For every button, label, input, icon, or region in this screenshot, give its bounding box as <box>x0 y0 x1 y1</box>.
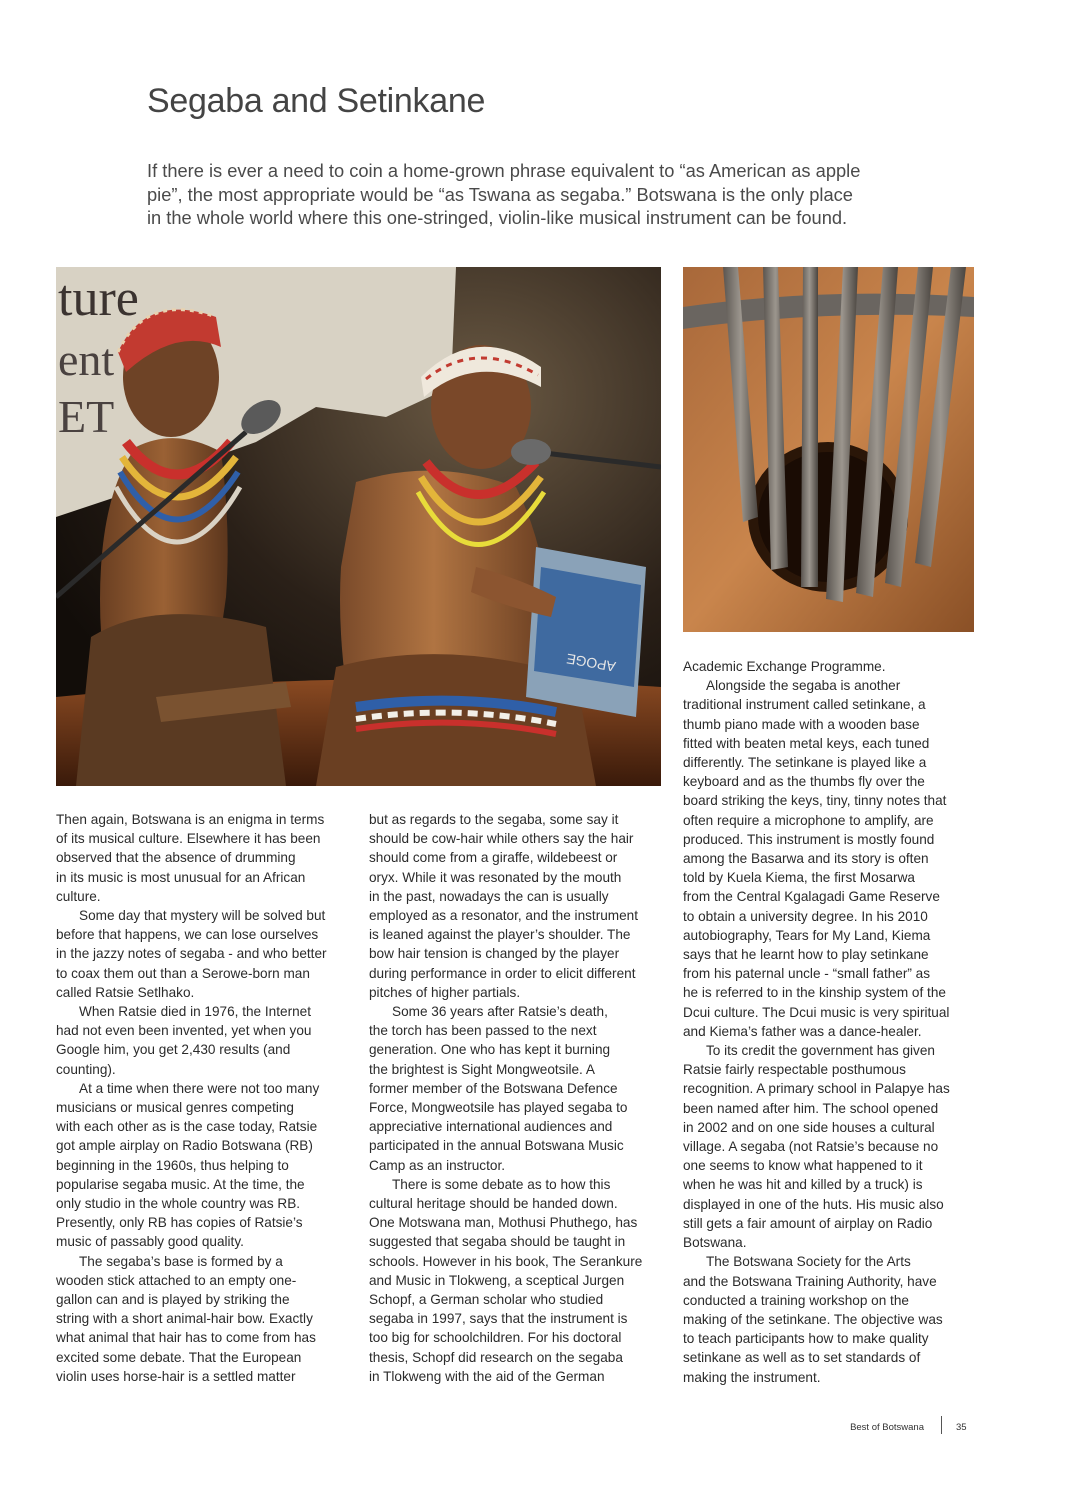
text-line: and the Botswana Training Authority, have <box>683 1273 937 1289</box>
text-line: employed as a resonator, and the instrument <box>369 908 639 924</box>
text-line: Alongside the segaba is another <box>706 678 901 694</box>
text-line: violin uses horse-hair is a settled matter <box>56 1368 296 1384</box>
text-line: Force, Mongweotsile has played segaba to <box>369 1100 628 1116</box>
text-line: in the jazzy notes of segaba - and who better <box>56 946 327 962</box>
text-line: music of passably good quality. <box>56 1234 244 1250</box>
publication-name: Best of Botswana <box>850 1422 924 1433</box>
text-line: excited some debate. That the European <box>56 1349 302 1365</box>
text-line: called Ratsie Setlhako. <box>56 984 195 1000</box>
text-line: making of the setinkane. The objective was <box>683 1311 943 1327</box>
text-line: string with a short animal-hair bow. Exactly <box>56 1311 313 1327</box>
text-line: Ratsie fairly respectable posthumous <box>683 1062 906 1078</box>
intro-line: pie”, the most appropriate would be “as Tswana as segaba.” Botswana is the only place <box>147 183 853 205</box>
text-line: and Kiema’s father was a dance-healer. <box>683 1023 922 1039</box>
setinkane-illustration <box>683 267 974 632</box>
banner-text: ture <box>58 270 139 327</box>
text-line: popularise segaba music. At the time, the <box>56 1176 305 1192</box>
intro-line: If there is ever a need to coin a home-grown phrase equivalent to “as American as apple <box>147 160 861 181</box>
text-line: with each other as is the case today, Ratsie <box>56 1119 318 1135</box>
article-column-1 <box>56 810 356 1386</box>
text-line: culture. <box>56 888 101 904</box>
performers-illustration <box>56 267 661 786</box>
tin-text: APOGE <box>565 650 617 676</box>
text-line: in 2002 and on one side houses a cultural <box>683 1119 935 1135</box>
text-line: when he was hit and killed by a truck) is <box>683 1177 923 1193</box>
text-line: autobiography, Tears for My Land, Kiema <box>683 927 931 943</box>
text-line: too big for schoolchildren. For his doctoral <box>369 1330 622 1346</box>
text-line: the brightest is Sight Mongweotsile. A <box>369 1061 595 1077</box>
text-line: schools. However in his book, The Serankure <box>369 1253 643 1269</box>
text-line: Schopf, a German scholar who studied <box>369 1292 604 1308</box>
banner-text: ent <box>58 334 115 385</box>
text-line: produced. This instrument is mostly found <box>683 831 935 847</box>
text-line: displayed in one of the huts. His music also <box>683 1196 944 1212</box>
text-line: observed that the absence of drumming <box>56 850 296 866</box>
text-line: cultural heritage should be handed down. <box>369 1196 618 1212</box>
text-line: generation. One who has kept it burning <box>369 1042 611 1058</box>
text-line: Some day that mystery will be solved but <box>79 908 326 924</box>
text-line: says that he learnt how to play setinkane <box>683 947 929 963</box>
text-line: board striking the keys, tiny, tinny notes that <box>683 793 947 809</box>
article-intro <box>147 159 937 230</box>
text-line: thesis, Schopf did research on the segaba <box>369 1349 623 1365</box>
text-line: to coax them out than a Serowe-born man <box>56 965 310 981</box>
text-line: traditional instrument called setinkane, a <box>683 697 926 713</box>
text-line: To its credit the government has given <box>706 1043 935 1059</box>
intro-line: in the whole world where this one-stringed, violin-like musical instrument can be found. <box>147 207 848 228</box>
text-line: conducted a training workshop on the <box>683 1292 909 1308</box>
text-line: before that happens, we can lose ourselves <box>56 927 319 943</box>
text-line: Google him, you get 2,430 results (and <box>56 1042 291 1058</box>
text-line: counting). <box>56 1061 116 1077</box>
text-line: fitted with beaten metal keys, each tuned <box>683 735 930 751</box>
page-number: 35 <box>956 1422 967 1433</box>
text-line: musicians or musical genres competing <box>56 1100 294 1116</box>
text-line: bow hair tension is changed by the player <box>369 946 620 962</box>
text-line: during performance in order to elicit different <box>369 965 636 981</box>
text-line: setinkane as well as to set standards of <box>683 1350 921 1366</box>
text-line: still gets a fair amount of airplay on Radio <box>683 1215 933 1231</box>
text-line: The segaba’s base is formed by a <box>79 1253 283 1269</box>
text-line: Academic Exchange Programme. <box>683 659 886 674</box>
text-line: should be cow-hair while others say the hair <box>369 831 634 847</box>
text-line: Presently, only RB has copies of Ratsie’s <box>56 1215 303 1231</box>
text-line: Botswana. <box>683 1235 747 1251</box>
article-column-2 <box>369 810 669 1386</box>
text-line: When Ratsie died in 1976, the Internet <box>79 1004 311 1020</box>
text-line: making the instrument. <box>683 1369 821 1385</box>
text-line: he is referred to in the kinship system of the <box>683 985 946 1001</box>
text-line: but as regards to the segaba, some say it <box>369 812 619 827</box>
text-line: differently. The setinkane is played like a <box>683 755 927 771</box>
text-line: among the Basarwa and its story is often <box>683 851 929 867</box>
performers-photo <box>56 267 661 786</box>
text-line: the torch has been passed to the next <box>369 1023 597 1039</box>
text-line: told by Kuela Kiema, the first Mosarwa <box>683 870 915 886</box>
text-line: in the past, nowadays the can is usually <box>369 888 609 904</box>
text-line: The Botswana Society for the Arts <box>706 1254 911 1270</box>
text-line: suggested that segaba should be taught in <box>369 1234 626 1250</box>
text-line: Dcui culture. The Dcui music is very spiritual <box>683 1004 950 1020</box>
text-line: to teach participants how to make quality <box>683 1331 929 1347</box>
text-line: of its musical culture. Elsewhere it has been <box>56 831 321 847</box>
text-line: village. A segaba (not Ratsie’s because no <box>683 1139 939 1155</box>
text-line: Camp as an instructor. <box>369 1157 505 1173</box>
text-line: often require a microphone to amplify, are <box>683 812 934 828</box>
text-line: from the Central Kgalagadi Game Reserve <box>683 889 940 905</box>
setinkane-photo <box>683 267 974 632</box>
text-line: is leaned against the player’s shoulder. The <box>369 927 631 943</box>
text-line: what animal that hair has to come from has <box>56 1330 316 1346</box>
text-line: There is some debate as to how this <box>392 1176 611 1192</box>
text-line: One Motswana man, Mothusi Phuthego, has <box>369 1215 638 1231</box>
text-line: to obtain a university degree. In his 2010 <box>683 908 928 924</box>
text-line: segaba in 1997, says that the instrument is <box>369 1311 628 1327</box>
text-line: pitches of higher partials. <box>369 984 521 1000</box>
article-title: Segaba and Setinkane <box>147 82 486 120</box>
text-line: At a time when there were not too many <box>79 1080 320 1096</box>
text-line: Then again, Botswana is an enigma in terms <box>56 812 325 827</box>
text-line: oryx. While it was resonated by the mouth <box>369 869 622 885</box>
text-line: from his paternal uncle - “small father” as <box>683 966 931 982</box>
text-line: appreciative international audiences and <box>369 1119 613 1135</box>
text-line: should come from a giraffe, wildebeest or <box>369 850 618 866</box>
text-line: got ample airplay on Radio Botswana (RB) <box>56 1138 313 1154</box>
text-line: beginning in the 1960s, thus helping to <box>56 1157 289 1173</box>
text-line: keyboard and as the thumbs fly over the <box>683 774 925 790</box>
text-line: one seems to know what happened to it <box>683 1158 923 1174</box>
text-line: recognition. A primary school in Palapye has <box>683 1081 950 1097</box>
text-line: Some 36 years after Ratsie’s death, <box>392 1004 608 1020</box>
text-line: in its music is most unusual for an African <box>56 869 306 885</box>
text-line: been named after him. The school opened <box>683 1100 939 1116</box>
banner-text: ET <box>58 391 115 442</box>
text-line: former member of the Botswana Defence <box>369 1080 618 1096</box>
text-line: had not even been invented, yet when you <box>56 1023 312 1039</box>
article-column-3 <box>683 657 983 1387</box>
text-line: thumb piano made with a wooden base <box>683 716 920 732</box>
text-line: participated in the annual Botswana Music <box>369 1138 624 1154</box>
text-line: and Music in Tlokweng, a sceptical Jurgen <box>369 1272 625 1288</box>
footer-divider <box>941 1416 942 1434</box>
text-line: only studio in the whole country was RB. <box>56 1196 301 1212</box>
text-line: in Tlokweng with the aid of the German <box>369 1368 605 1384</box>
text-line: gallon can and is played by striking the <box>56 1292 290 1308</box>
text-line: wooden stick attached to an empty one- <box>56 1272 297 1288</box>
